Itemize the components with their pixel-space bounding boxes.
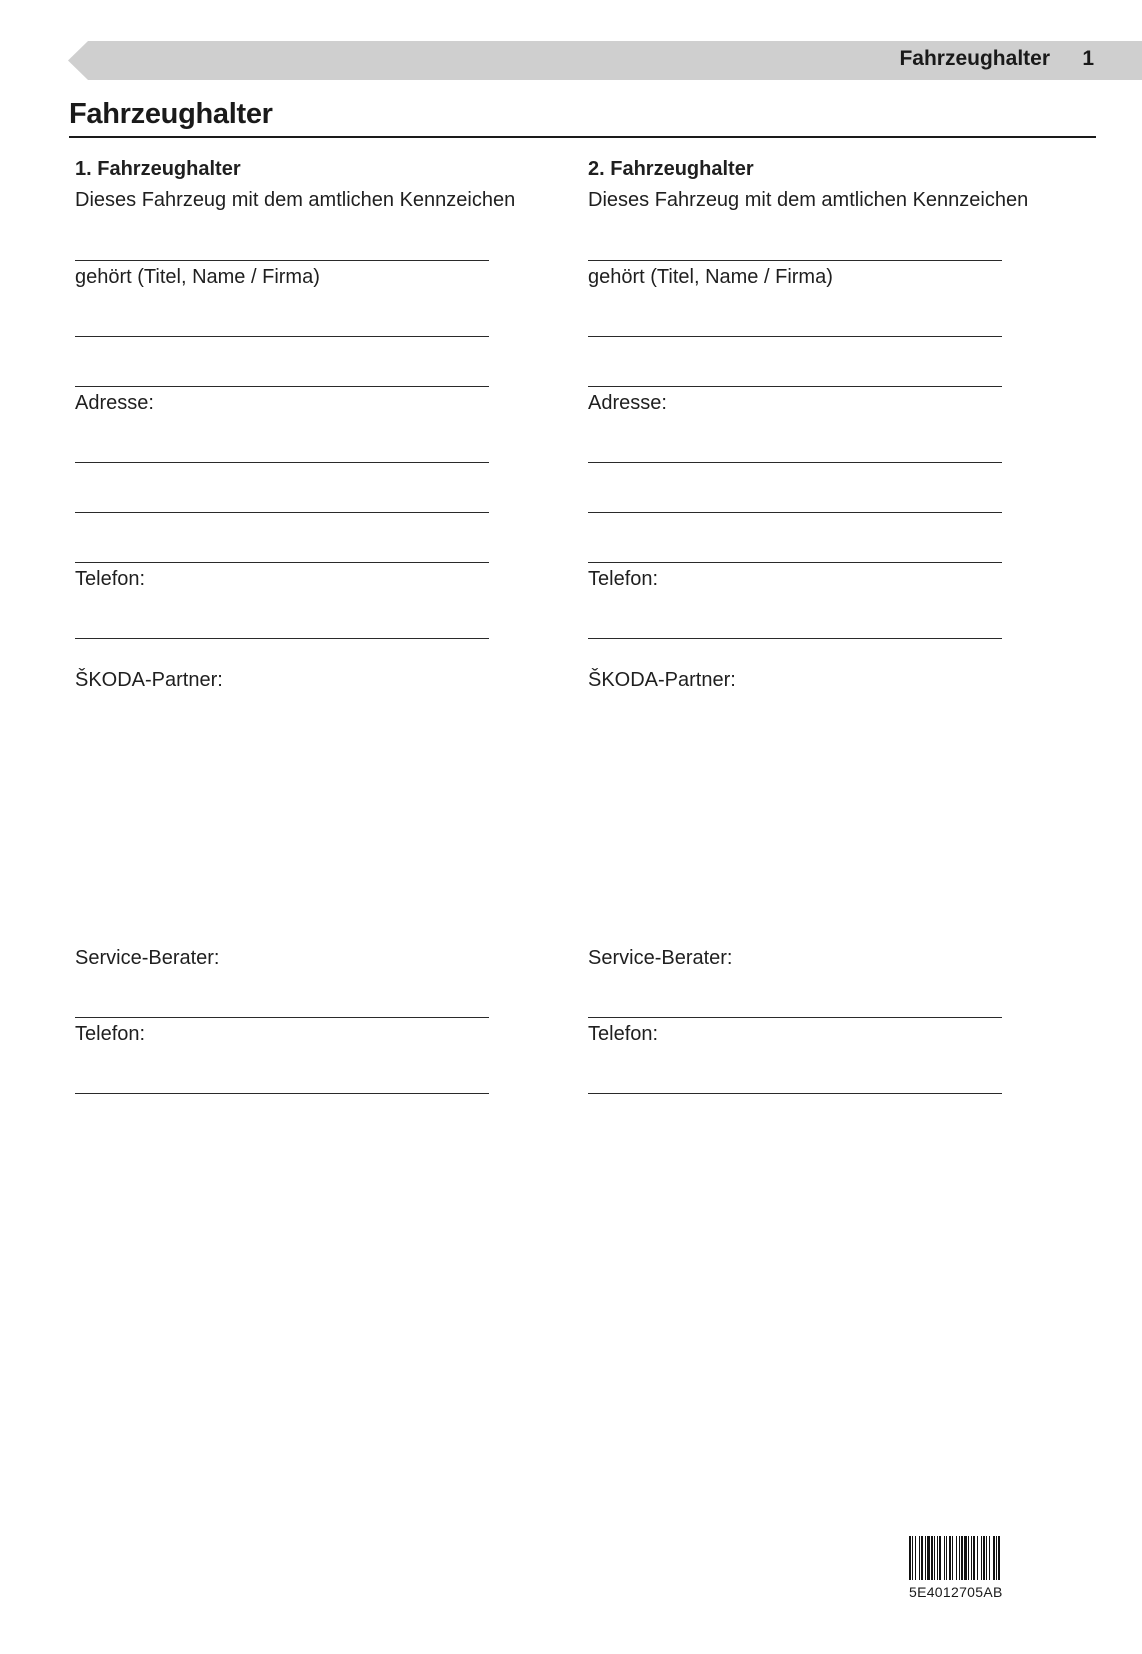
- partner-label: ŠKODA-Partner:: [588, 669, 736, 691]
- advisor-phone-field[interactable]: [588, 1093, 1002, 1094]
- address-label: Adresse:: [588, 392, 667, 414]
- advisor-label: Service-Berater:: [75, 947, 220, 969]
- advisor-label: Service-Berater:: [588, 947, 733, 969]
- phone-label: Telefon:: [588, 568, 659, 590]
- plate-intro-label: Dieses Fahrzeug mit dem amtlichen Kennzeichen: [75, 189, 516, 211]
- address-field-1[interactable]: [75, 462, 489, 463]
- advisor-field[interactable]: [75, 1017, 489, 1018]
- header-section-title: Fahrzeughalter: [899, 47, 1050, 70]
- owner-name-field-1[interactable]: [588, 336, 1002, 337]
- advisor-phone-field[interactable]: [75, 1093, 489, 1094]
- phone-field[interactable]: [588, 638, 1002, 639]
- barcode-number: 5E4012705AB: [909, 1584, 1003, 1600]
- owner-name-field-2[interactable]: [588, 386, 1002, 387]
- owner-heading: 1. Fahrzeughalter: [75, 158, 241, 180]
- page-title: Fahrzeughalter: [69, 98, 273, 130]
- page-number: 1: [1082, 47, 1094, 70]
- phone-label: Telefon:: [75, 568, 146, 590]
- address-field-1[interactable]: [588, 462, 1002, 463]
- advisor-phone-label: Telefon:: [588, 1023, 659, 1045]
- owner-name-label: gehört (Titel, Name / Firma): [75, 266, 320, 288]
- address-field-3[interactable]: [588, 562, 1002, 563]
- partner-label: ŠKODA-Partner:: [75, 669, 223, 691]
- owner-name-field-1[interactable]: [75, 336, 489, 337]
- owner-name-field-2[interactable]: [75, 386, 489, 387]
- address-field-2[interactable]: [588, 512, 1002, 513]
- title-rule: [69, 136, 1096, 138]
- phone-field[interactable]: [75, 638, 489, 639]
- barcode-graphic: [909, 1536, 1065, 1580]
- address-field-2[interactable]: [75, 512, 489, 513]
- plate-number-field[interactable]: [75, 260, 489, 261]
- advisor-phone-label: Telefon:: [75, 1023, 146, 1045]
- address-field-3[interactable]: [75, 562, 489, 563]
- plate-number-field[interactable]: [588, 260, 1002, 261]
- owner-heading: 2. Fahrzeughalter: [588, 158, 754, 180]
- advisor-field[interactable]: [588, 1017, 1002, 1018]
- owner-name-label: gehört (Titel, Name / Firma): [588, 266, 833, 288]
- plate-intro-label: Dieses Fahrzeug mit dem amtlichen Kennzeichen: [588, 189, 1029, 211]
- address-label: Adresse:: [75, 392, 154, 414]
